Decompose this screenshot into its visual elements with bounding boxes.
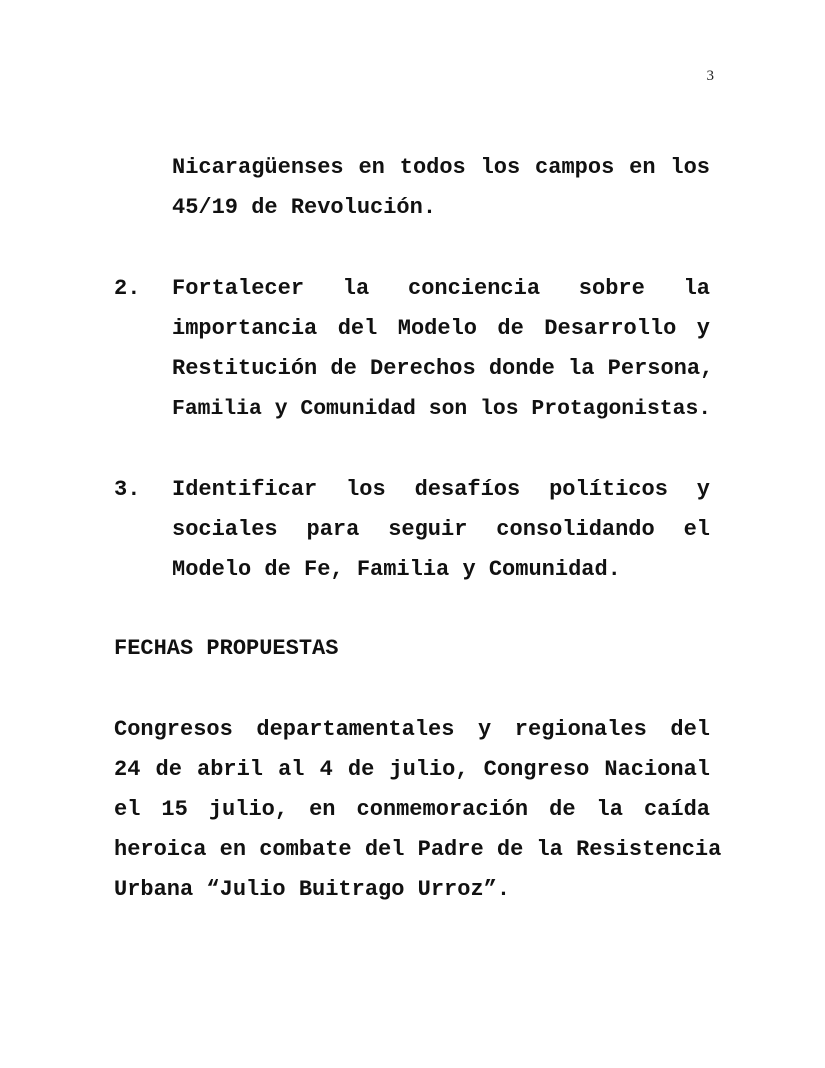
paragraph-line: Urbana “Julio Buitrago Urroz”. — [114, 877, 511, 902]
list-item-line: importancia del Modelo de Desarrollo y — [172, 316, 710, 341]
list-item-line: Familia y Comunidad son los Protagonistas. — [172, 397, 712, 421]
intro-line: Nicaragüenses en todos los campos en los — [172, 155, 710, 180]
paragraph-line: el 15 julio, en conmemoración de la caída — [114, 797, 710, 822]
page-number: 3 — [706, 68, 714, 84]
list-item-line: sociales para seguir consolidando el — [172, 517, 710, 542]
paragraph-line: 24 de abril al 4 de julio, Congreso Nacional — [114, 757, 710, 782]
section-heading: FECHAS PROPUESTAS — [114, 636, 339, 661]
list-item-line: Fortalecer la conciencia sobre la — [172, 276, 710, 301]
list-item-line: Modelo de Fe, Familia y Comunidad. — [172, 557, 621, 582]
list-item-line: Restitución de Derechos donde la Persona, — [172, 356, 714, 381]
list-item-line: Identificar los desafíos políticos y — [172, 477, 710, 502]
paragraph-line: Congresos departamentales y regionales del — [114, 717, 710, 742]
list-item-number: 2. — [114, 276, 141, 301]
paragraph-line: heroica en combate del Padre de la Resistencia — [114, 837, 722, 862]
intro-line: 45/19 de Revolución. — [172, 195, 437, 220]
list-item-number: 3. — [114, 477, 141, 502]
